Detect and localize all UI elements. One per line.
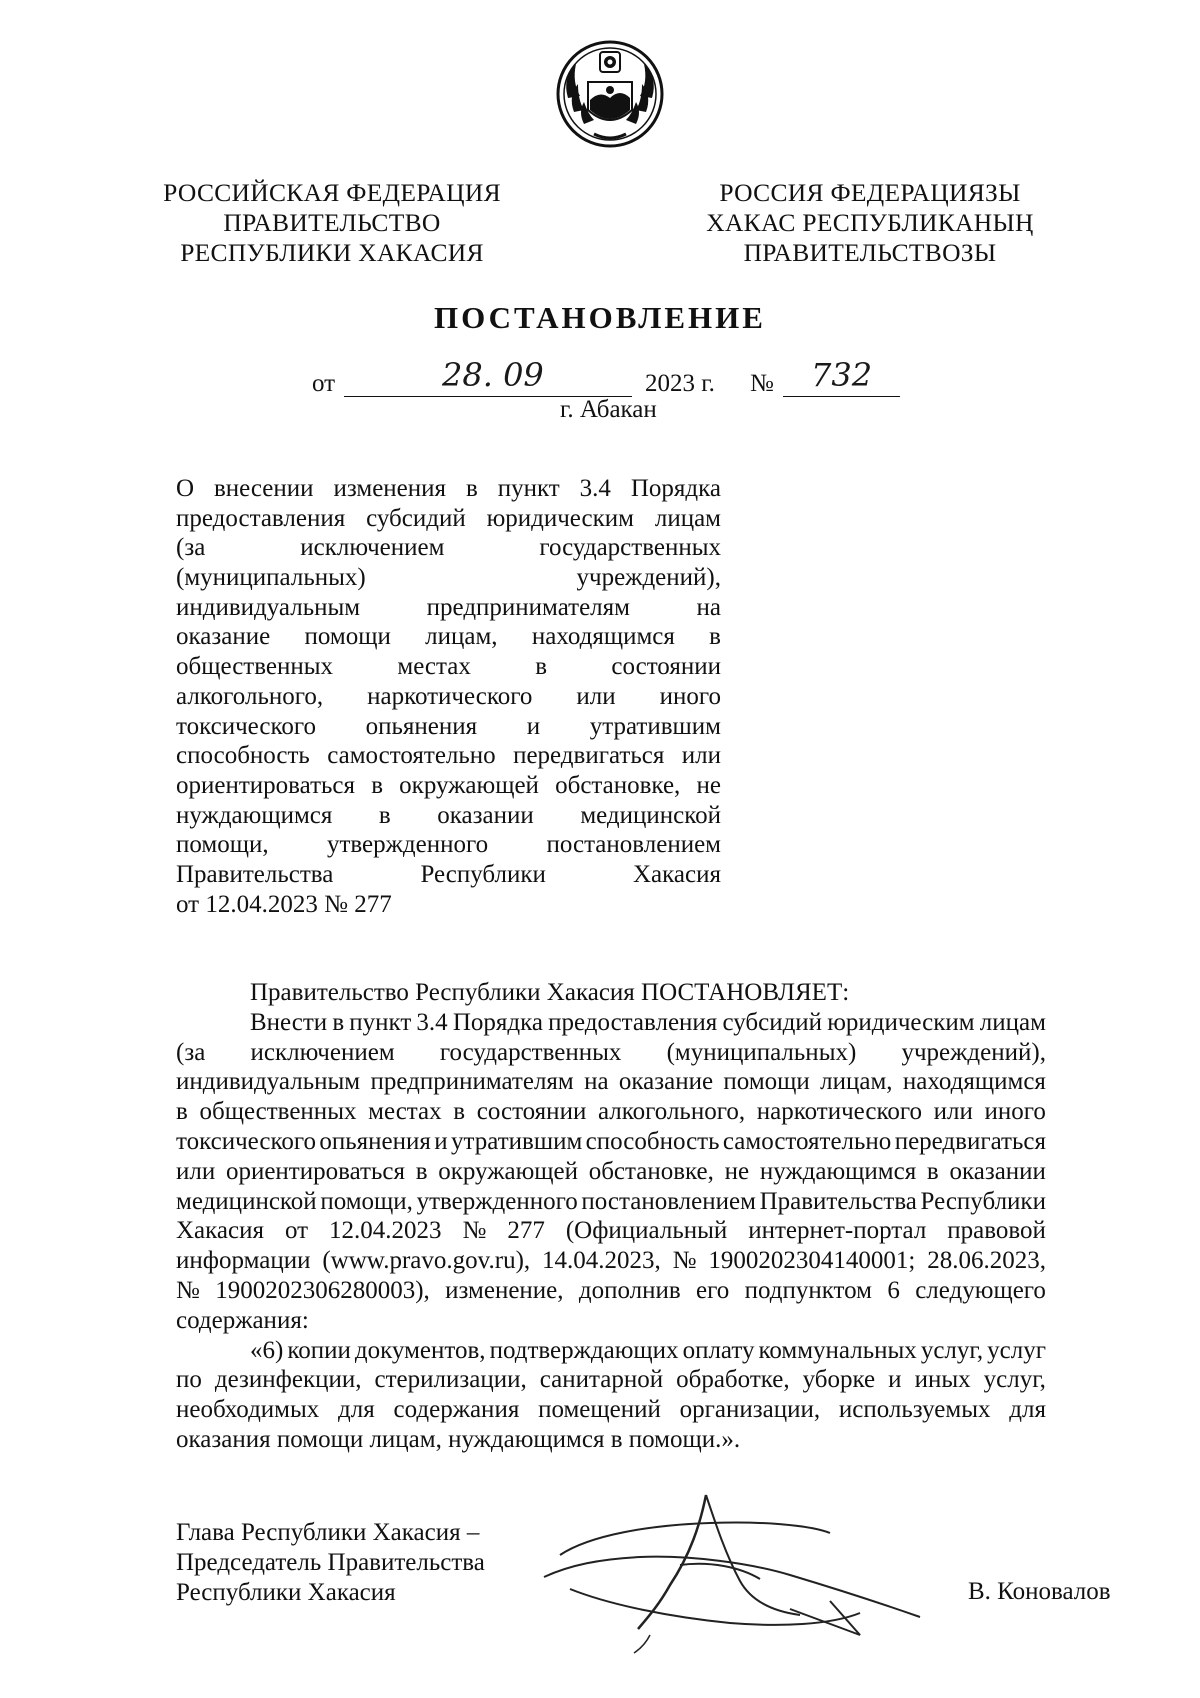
body-word: субсидий — [722, 1008, 823, 1036]
date-prefix: от — [312, 370, 336, 397]
subject-line — [176, 712, 721, 742]
subject-word: постановлением — [546, 831, 721, 859]
subject-word: местах — [397, 653, 471, 681]
subject-word: Хакасия — [633, 860, 721, 888]
body-word: уборке — [802, 1366, 876, 1394]
body-word: способность — [585, 1127, 720, 1155]
subject-word: нуждающимся — [176, 801, 333, 829]
body-word: в — [453, 1098, 466, 1126]
subject-word: окружающей — [399, 771, 539, 799]
body-word: следующего — [915, 1276, 1046, 1304]
body-word: нуждающимся — [759, 1157, 917, 1185]
body-word: местах — [368, 1098, 442, 1126]
body-line — [176, 1246, 1046, 1276]
subject-line — [176, 801, 721, 831]
body-word: постановлением — [581, 1187, 756, 1215]
subject-line — [176, 682, 721, 712]
subject-word: самостоятельно — [327, 742, 496, 770]
header-right-line-3: ПРАВИТЕЛЬСТВОЗЫ — [743, 238, 997, 267]
subject-line — [176, 771, 721, 801]
subject-word: в — [465, 475, 478, 502]
body-word: Хакасия — [176, 1217, 264, 1245]
subject-line — [176, 860, 721, 890]
subject-word: ориентироваться — [176, 771, 356, 799]
subject-word: индивидуальным — [176, 593, 361, 621]
header-right-line-1: РОССИЯ ФЕДЕРАЦИЯЗЫ — [719, 178, 1021, 207]
subject-line — [176, 741, 721, 771]
body-word: подпунктом — [744, 1276, 873, 1304]
body-word: дезинфекции, — [214, 1366, 362, 1394]
body-word: предоставления — [548, 1008, 718, 1036]
body-word: копии — [287, 1336, 351, 1364]
body-word: для — [338, 1396, 375, 1424]
body-word: лицам — [979, 1008, 1046, 1036]
body-word: и — [888, 1366, 902, 1394]
body-line — [176, 1067, 1046, 1097]
body-word: 1900202304140001; — [708, 1247, 916, 1275]
body-word: интернет-портал — [748, 1217, 927, 1245]
body-word: алкогольного, — [597, 1098, 746, 1126]
body-word: ориентироваться — [225, 1157, 405, 1185]
subject-word: способность — [176, 742, 310, 770]
body-line — [176, 1008, 1046, 1038]
body-word: дополнив — [578, 1276, 681, 1304]
body-line — [176, 1157, 1046, 1187]
subject-word: алкогольного, — [176, 682, 324, 710]
subject-line — [176, 593, 721, 623]
header-left-line-2: ПРАВИТЕЛЬСТВО — [223, 208, 441, 237]
handwritten-date: 28. 09 — [442, 356, 544, 394]
header-right-line-2: ХАКАС РЕСПУБЛИКАНЫҢ — [706, 208, 1034, 237]
subject-word: изменения — [333, 475, 447, 502]
subject-line — [176, 652, 721, 682]
body-word: правовой — [947, 1217, 1046, 1245]
body-word: Республики — [920, 1187, 1046, 1215]
body-word: изменение, — [445, 1276, 564, 1304]
subject-word: помощи, — [176, 831, 269, 859]
body-word: Внести — [250, 1008, 328, 1036]
body-word: оказании — [949, 1157, 1046, 1185]
body-word: оплату — [682, 1336, 755, 1364]
body-word: медицинской — [176, 1187, 317, 1215]
body-line — [176, 978, 1046, 1008]
subject-word: медицинской — [580, 801, 721, 829]
body-word: государственных — [439, 1038, 622, 1066]
subject-word: передвигаться — [513, 742, 665, 770]
subject-word: 3.4 — [579, 475, 611, 502]
subject-word: или — [681, 742, 721, 770]
body-word: исключением — [250, 1038, 395, 1066]
body-word: обработке, — [676, 1366, 790, 1394]
body-word: (www.pravo.gov.ru), — [322, 1247, 531, 1275]
header-khakas — [705, 178, 1035, 268]
subject-word: не — [696, 771, 721, 799]
body-word: (муниципальных) — [666, 1038, 857, 1066]
subject-word: утвержденного — [326, 831, 489, 859]
date-underline — [344, 356, 632, 397]
subject-word: или — [576, 682, 616, 710]
subject-word: утратившим — [589, 712, 721, 740]
body-word: оказание — [618, 1068, 714, 1096]
body-word: пункт — [349, 1008, 412, 1036]
body-word: 277 — [507, 1217, 545, 1245]
subject-word: в — [709, 623, 721, 651]
document-title: ПОСТАНОВЛЕНИЕ — [434, 300, 766, 335]
body-line — [176, 1425, 1046, 1455]
body-word: необходимых — [176, 1396, 320, 1424]
subject-word: внесении — [214, 475, 314, 502]
body-line — [176, 1276, 1046, 1306]
subject-word: лицам — [654, 504, 721, 532]
body-word: коммунальных — [758, 1336, 917, 1364]
body-word: предпринимателям — [370, 1068, 574, 1096]
body-line — [176, 1097, 1046, 1127]
date-year: 2023 г. — [645, 370, 715, 397]
subject-word: (за — [176, 534, 206, 562]
body-word: наркотического — [756, 1098, 922, 1126]
subject-word: опьянения — [365, 712, 478, 740]
body-text — [176, 978, 1046, 1455]
subject-word: наркотического — [367, 682, 533, 710]
body-word: Порядка — [452, 1008, 543, 1036]
body-word: 1900202306280003), — [215, 1276, 430, 1304]
body-word: «6) — [250, 1336, 284, 1364]
body-word: документов, — [354, 1336, 486, 1364]
subject-word: иного — [659, 682, 721, 710]
body-word: на — [584, 1068, 609, 1096]
header-russian — [162, 178, 502, 268]
subject-word: состоянии — [611, 653, 721, 681]
subject-line — [176, 890, 721, 920]
subject-word: и — [526, 712, 541, 740]
body-line — [176, 1395, 1046, 1425]
subject-word: в — [378, 801, 391, 829]
body-word: услуг, — [920, 1336, 984, 1364]
subject-word: государственных — [539, 534, 721, 562]
body-word: содержания — [393, 1396, 520, 1424]
body-word: утвержденного — [416, 1187, 578, 1215]
body-word: 12.04.2023 — [329, 1217, 442, 1245]
subject-word: юридическим — [486, 504, 634, 532]
body-word: услуг — [987, 1336, 1046, 1364]
body-word: общественных — [199, 1098, 357, 1126]
body-word: по — [176, 1366, 202, 1394]
body-line — [176, 1365, 1046, 1395]
body-word: окружающей — [438, 1157, 578, 1185]
body-line — [176, 1216, 1046, 1246]
body-line — [176, 1127, 1046, 1157]
body-word: в — [415, 1157, 428, 1185]
handwritten-number: 732 — [811, 356, 873, 394]
body-word: в — [176, 1098, 188, 1126]
signatory-line-1: Глава Республики Хакасия – — [176, 1519, 480, 1546]
header-left-line-1: РОССИЙСКАЯ ФЕДЕРАЦИЯ — [163, 178, 501, 207]
body-word: 3.4 — [416, 1008, 448, 1036]
body-word: учреждений), — [901, 1038, 1046, 1066]
body-word: № — [672, 1247, 697, 1275]
body-word: лицам, — [820, 1068, 893, 1096]
subject-word: оказании — [437, 801, 534, 829]
subject-word: на — [696, 593, 721, 621]
subject-word: оказание — [176, 623, 271, 651]
body-word: оказания помощи лицам, нуждающимся в помощи.». — [176, 1425, 741, 1453]
body-word: обстановке, — [588, 1157, 714, 1185]
subject-word: О — [176, 475, 195, 502]
signatory-name: В. Коновалов — [968, 1578, 1111, 1605]
body-word: иных — [914, 1366, 971, 1394]
body-word: или — [176, 1157, 216, 1185]
body-word: Правительства — [759, 1187, 917, 1215]
body-word: стерилизации, — [374, 1366, 527, 1394]
subject-word: (муниципальных) — [176, 564, 366, 592]
subject-line — [176, 474, 721, 504]
body-word: юридическим — [827, 1008, 975, 1036]
body-word: 6 — [887, 1276, 900, 1304]
subject-word: субсидий — [366, 504, 466, 532]
subject-word: учреждений), — [576, 564, 721, 592]
subject-line — [176, 563, 721, 593]
body-word: в — [926, 1157, 939, 1185]
subject-word: лицам, — [425, 623, 498, 651]
body-word: услуг, — [983, 1366, 1046, 1394]
signatory-line-2: Председатель Правительства — [176, 1549, 485, 1576]
body-word: (за — [176, 1038, 206, 1066]
body-word: помещений — [538, 1396, 661, 1424]
body-word: передвигаться — [894, 1127, 1046, 1155]
subject-line — [176, 533, 721, 563]
body-word: № — [176, 1276, 200, 1304]
subject-line — [176, 830, 721, 860]
body-word: для — [1009, 1396, 1046, 1424]
city-name: г. Абакан — [560, 396, 657, 423]
body-line — [176, 1187, 1046, 1217]
body-word: и — [434, 1127, 448, 1155]
body-word: санитарной — [539, 1366, 664, 1394]
body-line — [176, 1038, 1046, 1068]
body-word: используемых — [838, 1396, 991, 1424]
subject-word: Республики — [420, 860, 546, 888]
subject-word: помощи — [304, 623, 391, 651]
body-word: (Официальный — [565, 1217, 728, 1245]
subject-word: общественных — [176, 653, 334, 681]
header-left-line-3: РЕСПУБЛИКИ ХАКАСИЯ — [180, 238, 484, 267]
signatory-line-3: Республики Хакасия — [176, 1579, 396, 1606]
body-word: Правительство Республики Хакасия ПОСТАНОВЛЯЕТ: — [250, 979, 850, 1006]
body-line — [176, 1336, 1046, 1366]
subject-word: Порядка — [630, 475, 721, 502]
body-word: или — [933, 1098, 973, 1126]
body-word: информации — [176, 1247, 311, 1275]
body-word: 14.04.2023, — [542, 1247, 661, 1275]
signatory-title — [176, 1518, 485, 1608]
subject-word: Правительства — [176, 860, 334, 888]
body-word: опьянения — [319, 1127, 431, 1155]
handwritten-signature — [530, 1485, 950, 1655]
body-word: состоянии — [476, 1098, 587, 1126]
number-label: № — [750, 370, 774, 397]
body-word: в — [332, 1008, 345, 1036]
body-word: помощи, — [320, 1187, 413, 1215]
subject-block — [176, 474, 721, 919]
body-word: не — [724, 1157, 750, 1185]
subject-word: исключением — [300, 534, 445, 562]
body-line — [176, 1306, 1046, 1336]
body-word: его — [696, 1276, 730, 1304]
subject-word: находящимся — [531, 623, 675, 651]
body-word: токсического — [176, 1127, 316, 1155]
subject-line — [176, 504, 721, 534]
body-word: самостоятельно — [722, 1127, 892, 1155]
subject-word: обстановке, — [555, 771, 681, 799]
subject-line — [176, 622, 721, 652]
subject-word: пункт — [497, 475, 560, 502]
body-word: находящимся — [902, 1068, 1046, 1096]
body-word: организации, — [679, 1396, 821, 1424]
subject-word: предоставления — [176, 504, 346, 532]
subject-word: токсического — [176, 712, 316, 740]
subject-word: в — [371, 771, 383, 799]
body-word: индивидуальным — [176, 1068, 361, 1096]
subject-word: предпринимателям — [426, 593, 630, 621]
body-word: помощи — [723, 1068, 810, 1096]
coat-of-arms-emblem — [554, 38, 666, 150]
body-word: утратившим — [451, 1127, 583, 1155]
body-word: № — [462, 1217, 487, 1245]
body-word: от — [284, 1217, 309, 1245]
subject-word: в — [535, 653, 548, 681]
subject-word: от 12.04.2023 № 277 — [176, 890, 392, 918]
body-word: содержания: — [176, 1306, 309, 1334]
body-word: иного — [984, 1098, 1046, 1126]
body-word: 28.06.2023, — [927, 1247, 1046, 1275]
body-word: подтверждающих — [489, 1336, 679, 1364]
number-underline — [783, 356, 900, 397]
